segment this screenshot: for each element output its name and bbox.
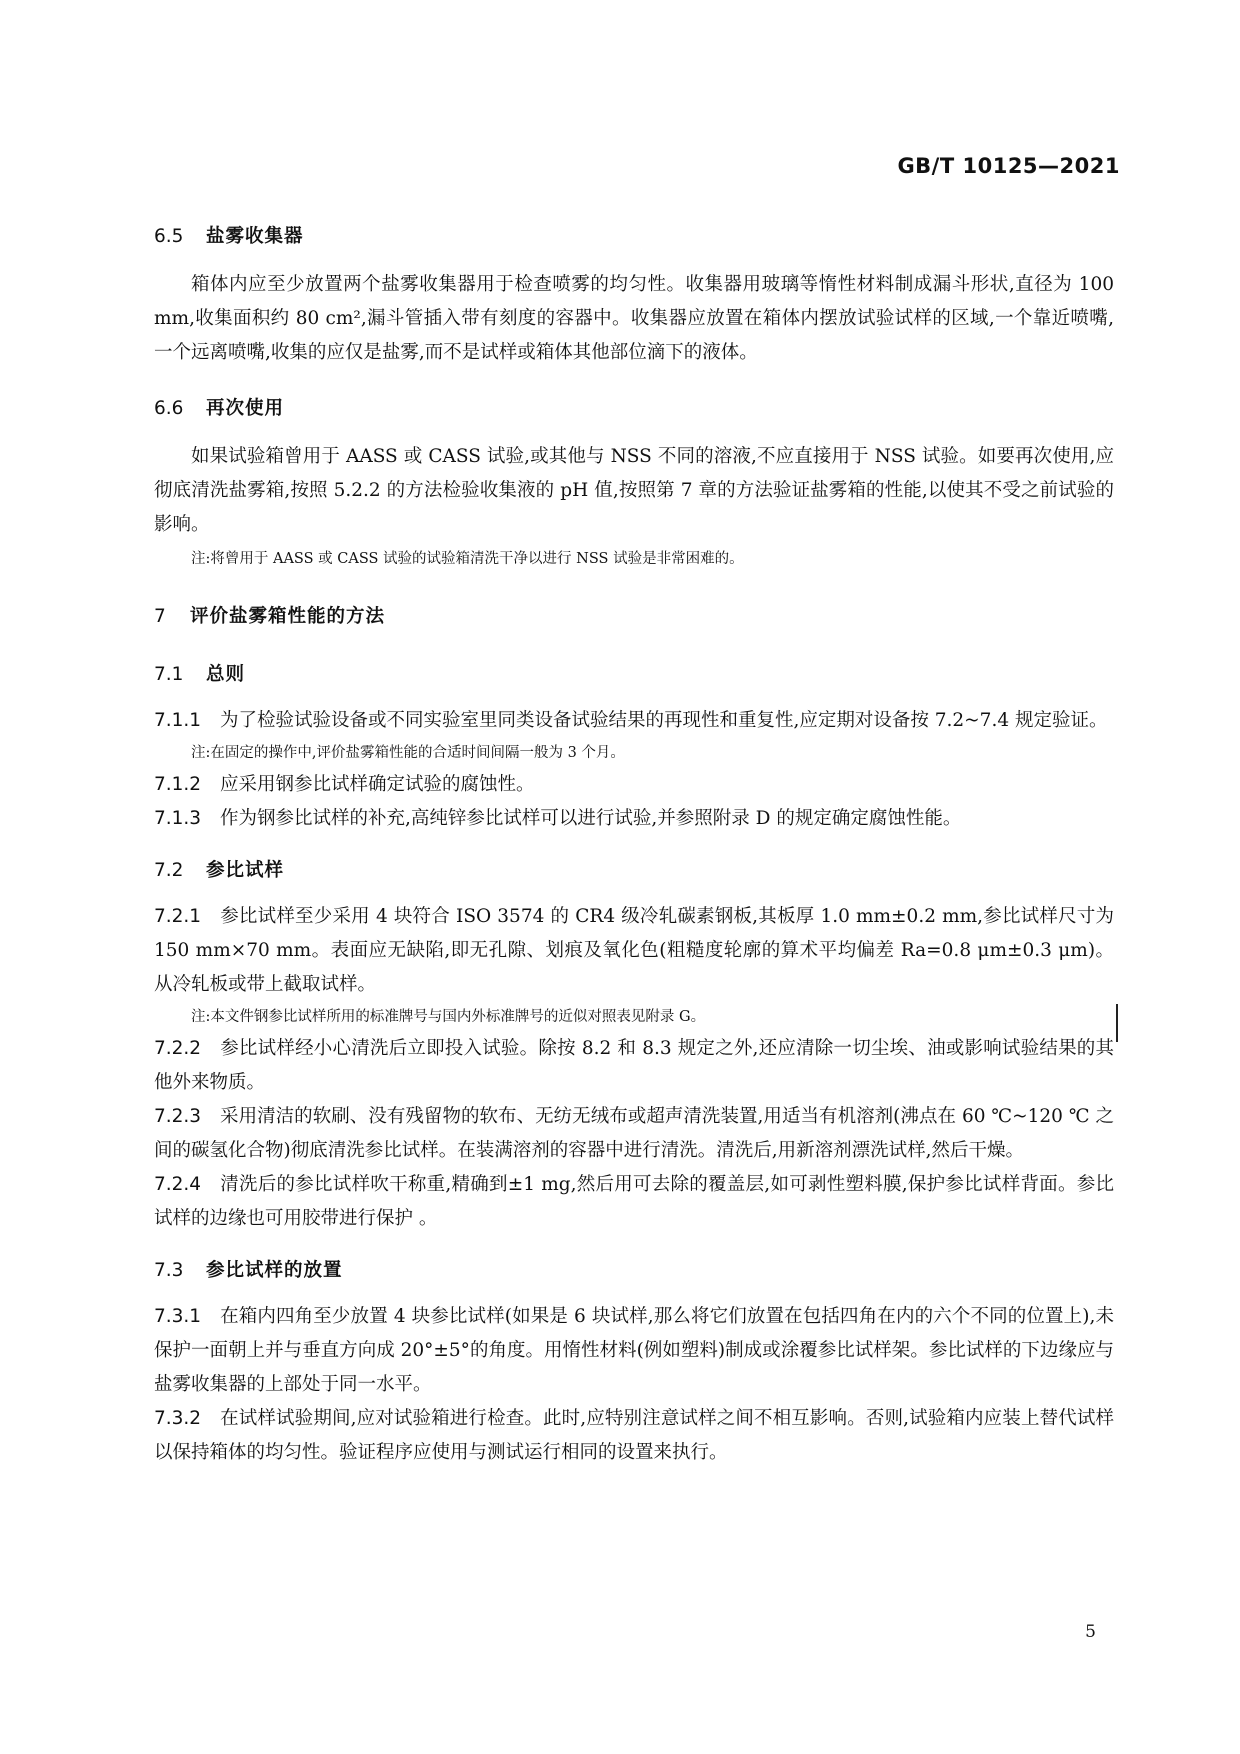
- note-7-1: 注:在固定的操作中,评价盐雾箱性能的合适时间间隔一般为 3 个月。: [191, 745, 625, 761]
- heading-number: 7.3: [154, 1260, 184, 1281]
- heading-title: 评价盐雾箱性能的方法: [190, 606, 386, 627]
- clause-text: 应采用钢参比试样确定试验的腐蚀性。: [220, 774, 535, 795]
- heading-number: 7: [154, 606, 166, 627]
- clause-7-2-1: [154, 900, 1114, 1002]
- clause-number: 7.2.2: [154, 1038, 202, 1059]
- standard-code: GB/T 10125—2021: [897, 154, 1120, 178]
- clause-7-1-1: [154, 704, 1114, 738]
- paragraph-6-5: 箱体内应至少放置两个盐雾收集器用于检查喷雾的均匀性。收集器用玻璃等惰性材料制成漏斗形状,直径为 100 mm,收集面积约 80 cm²,漏斗管插入带有刻度的容器中。收集器应放置在箱体内摆放试验试样的区域,一个靠近喷嘴,一个远离喷嘴,收集的应仅是盐雾,而不是试样或箱体其他部位滴下的液体。: [154, 274, 1114, 363]
- clause-7-2-2: [154, 1032, 1114, 1100]
- clause-7-2-4: [154, 1168, 1114, 1236]
- page-content: [154, 222, 1114, 1470]
- heading-7-1: [154, 660, 1114, 686]
- revision-bar: [1116, 1004, 1118, 1042]
- page-number: 5: [1085, 1622, 1096, 1642]
- heading-7: [154, 602, 1114, 628]
- clause-number: 7.2.1: [154, 906, 202, 927]
- clause-number: 7.2.3: [154, 1106, 202, 1127]
- clause-text: 参比试样至少采用 4 块符合 ISO 3574 的 CR4 级冷轧碳素钢板,其板厚 1.0 mm±0.2 mm,参比试样尺寸为 150 mm×70 mm。表面应无缺陷,即无孔隙、划痕及氧化色(粗糙度轮廓的算术平均偏差 Ra=0.8 μm±0.3 μm)。从冷轧板或带上截取试样。: [154, 906, 1114, 995]
- clause-text: 作为钢参比试样的补充,高纯锌参比试样可以进行试验,并参照附录 D 的规定确定腐蚀性能。: [220, 808, 962, 829]
- clause-7-1-2: [154, 768, 1114, 802]
- clause-7-3-1: [154, 1300, 1114, 1402]
- clause-text: 在试样试验期间,应对试验箱进行检查。此时,应特别注意试样之间不相互影响。否则,试验箱内应装上替代试样以保持箱体的均匀性。验证程序应使用与测试运行相同的设置来执行。: [154, 1408, 1114, 1463]
- clause-number: 7.3.1: [154, 1306, 202, 1327]
- note-6-6: 注:将曾用于 AASS 或 CASS 试验的试验箱清洗干净以进行 NSS 试验是非常困难的。: [191, 551, 744, 567]
- heading-6-6: [154, 394, 1114, 420]
- heading-title: 总则: [206, 664, 246, 685]
- clause-text: 采用清洁的软刷、没有残留物的软布、无纺无绒布或超声清洗装置,用适当有机溶剂(沸点在 60 ℃~120 ℃ 之间的碳氢化合物)彻底清洗参比试样。在装满溶剂的容器中进行清洗。清洗后,用新溶剂漂洗试样,然后干燥。: [154, 1106, 1114, 1161]
- clause-7-1-3: [154, 802, 1114, 836]
- heading-number: 7.1: [154, 664, 184, 685]
- heading-title: 再次使用: [206, 398, 285, 419]
- heading-number: 7.2: [154, 860, 184, 881]
- clause-text: 为了检验试验设备或不同实验室里同类设备试验结果的再现性和重复性,应定期对设备按 7.2~7.4 规定验证。: [220, 710, 1108, 731]
- heading-number: 6.5: [154, 226, 184, 247]
- heading-title: 参比试样: [206, 860, 285, 881]
- heading-7-2: [154, 856, 1114, 882]
- clause-number: 7.2.4: [154, 1174, 202, 1195]
- paragraph-6-6: 如果试验箱曾用于 AASS 或 CASS 试验,或其他与 NSS 不同的溶液,不应直接用于 NSS 试验。如要再次使用,应彻底清洗盐雾箱,按照 5.2.2 的方法检验收集液的 pH 值,按照第 7 章的方法验证盐雾箱的性能,以使其不受之前试验的影响。: [154, 446, 1114, 535]
- clause-7-3-2: [154, 1402, 1114, 1470]
- clause-number: 7.1.2: [154, 774, 202, 795]
- note-7-2: 注:本文件钢参比试样所用的标准牌号与国内外标准牌号的近似对照表见附录 G。: [191, 1009, 706, 1025]
- heading-7-3: [154, 1256, 1114, 1282]
- heading-number: 6.6: [154, 398, 184, 419]
- heading-6-5: [154, 222, 1114, 248]
- clause-text: 清洗后的参比试样吹干称重,精确到±1 mg,然后用可去除的覆盖层,如可剥性塑料膜,保护参比试样背面。参比试样的边缘也可用胶带进行保护 。: [154, 1174, 1114, 1229]
- clause-7-2-3: [154, 1100, 1114, 1168]
- clause-number: 7.1.1: [154, 710, 202, 731]
- heading-title: 参比试样的放置: [206, 1260, 343, 1281]
- clause-text: 参比试样经小心清洗后立即投入试验。除按 8.2 和 8.3 规定之外,还应清除一切尘埃、油或影响试验结果的其他外来物质。: [154, 1038, 1114, 1093]
- clause-text: 在箱内四角至少放置 4 块参比试样(如果是 6 块试样,那么将它们放置在包括四角在内的六个不同的位置上),未保护一面朝上并与垂直方向成 20°±5°的角度。用惰性材料(例如塑料)制成或涂覆参比试样架。参比试样的下边缘应与盐雾收集器的上部处于同一水平。: [154, 1306, 1114, 1395]
- heading-title: 盐雾收集器: [206, 226, 304, 247]
- clause-number: 7.3.2: [154, 1408, 202, 1429]
- clause-number: 7.1.3: [154, 808, 202, 829]
